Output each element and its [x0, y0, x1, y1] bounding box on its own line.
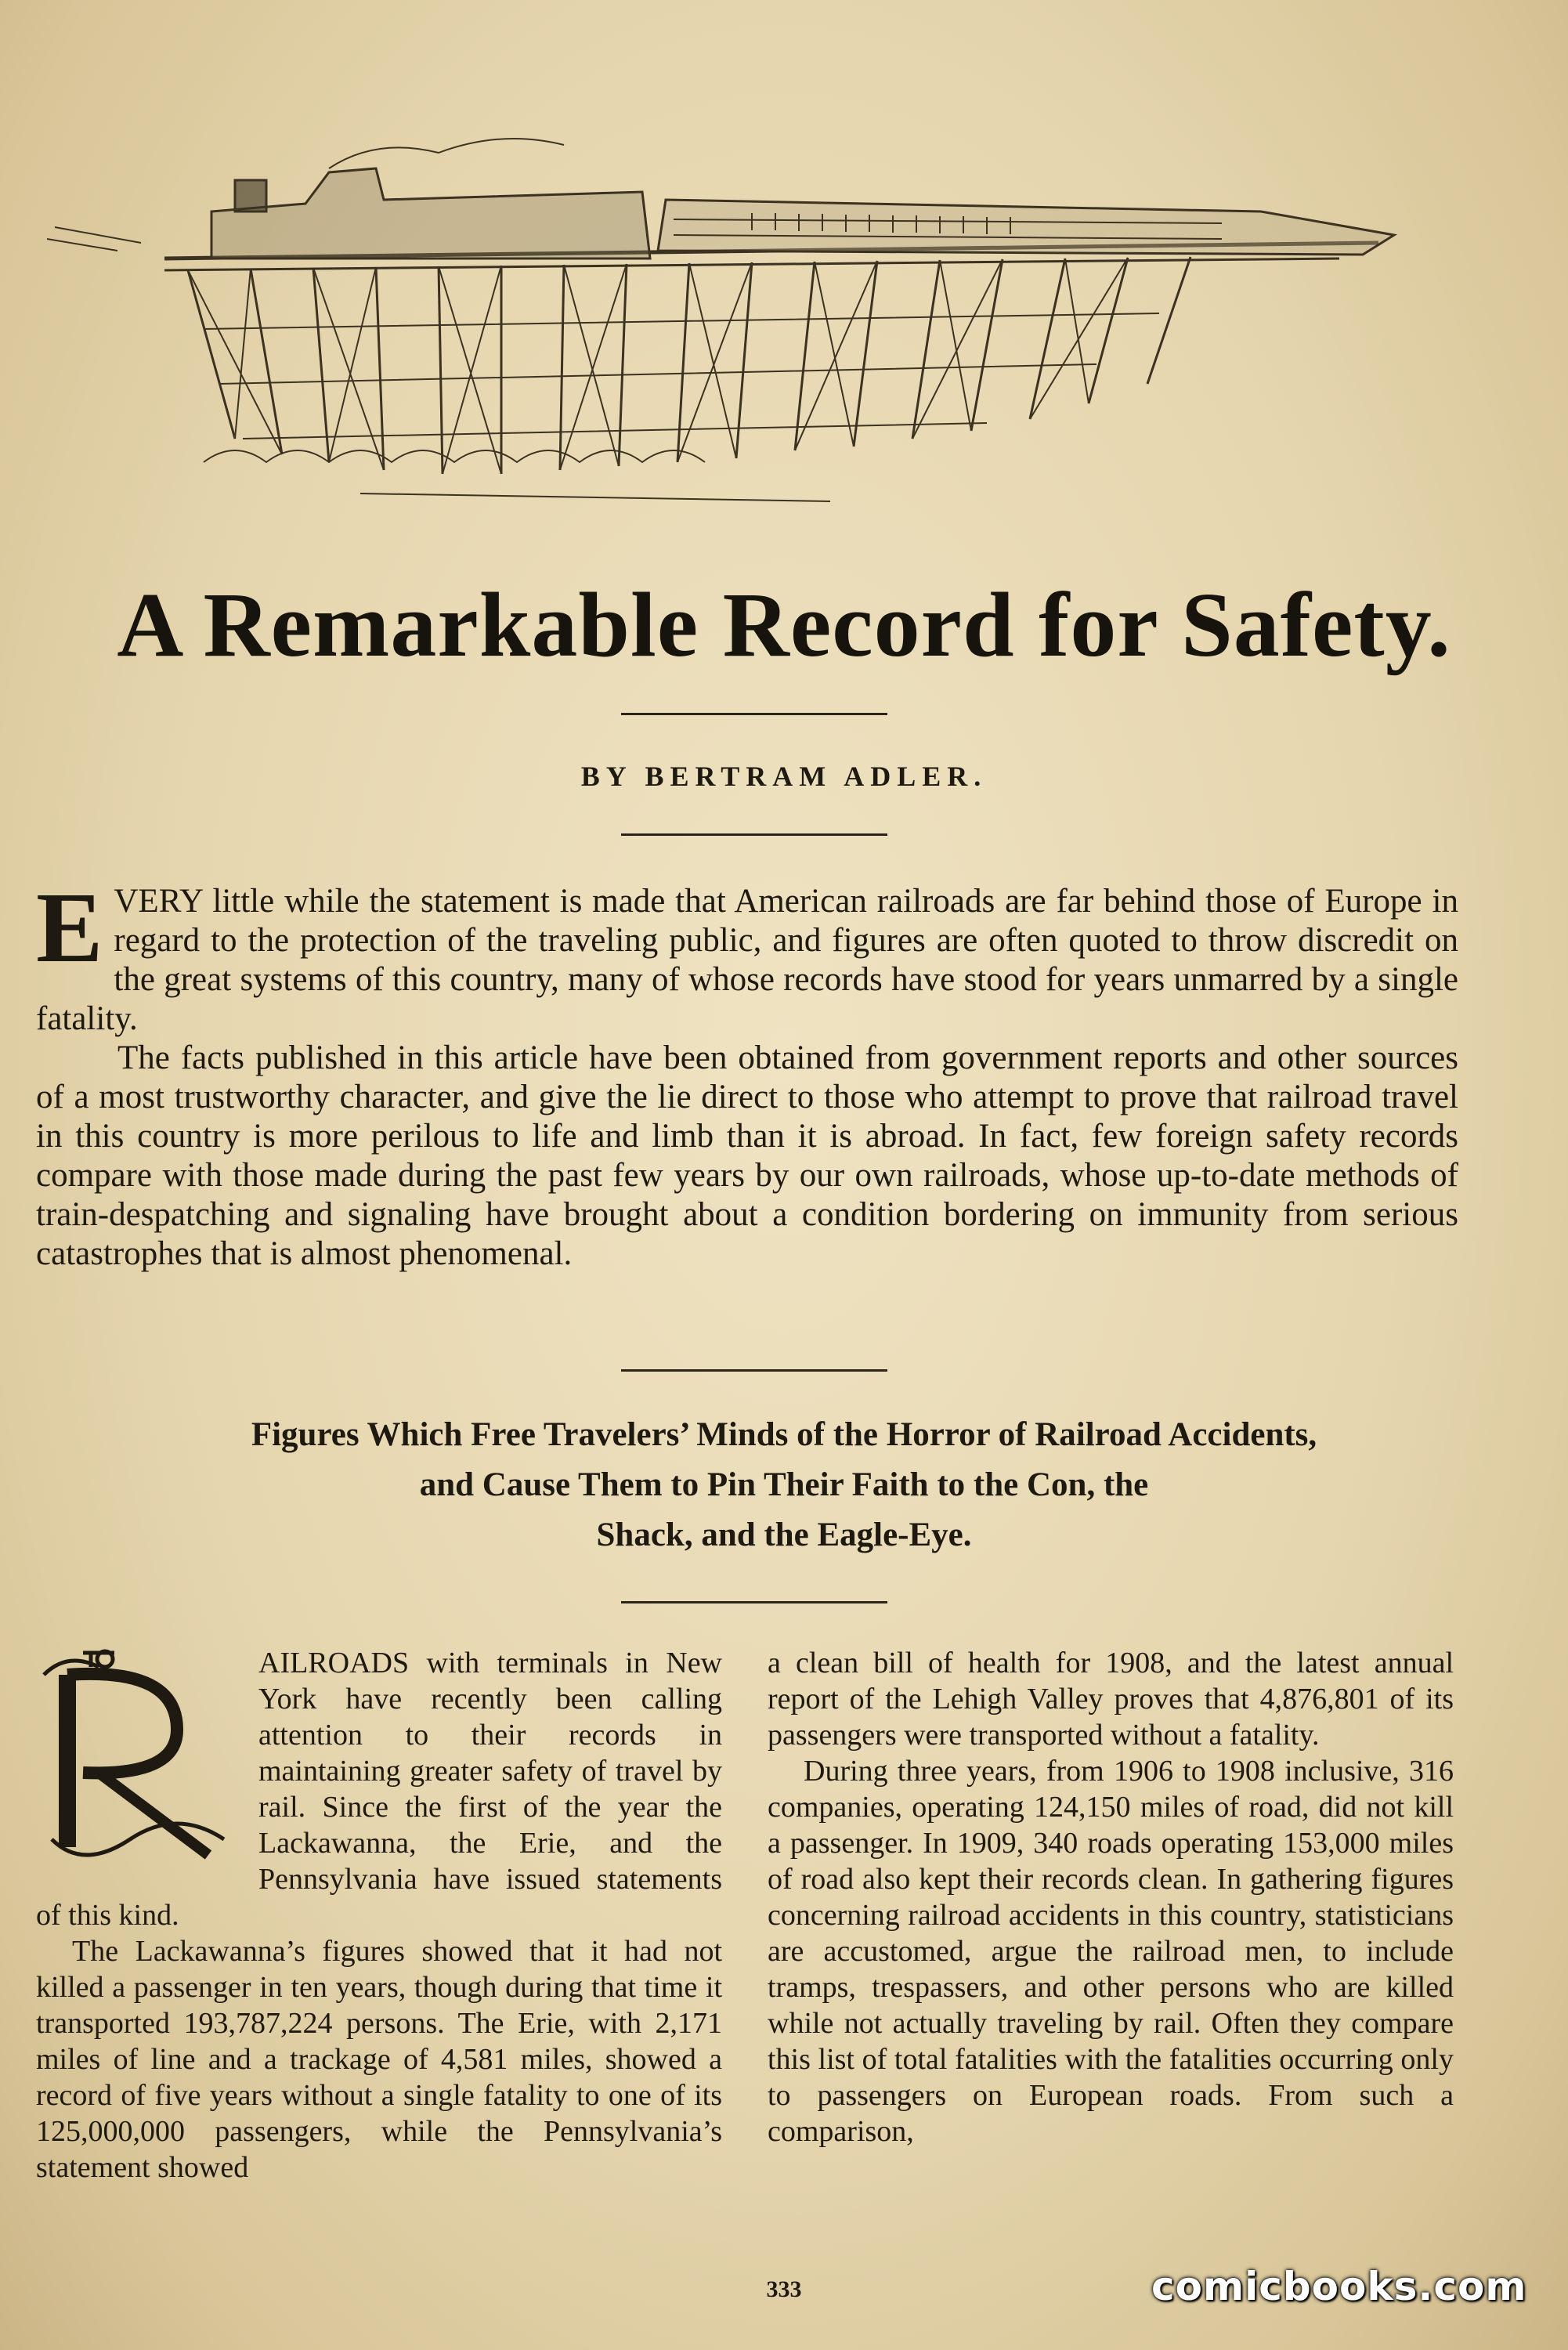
- intro-section: [36, 872, 1458, 1274]
- divider-rule: [621, 713, 887, 715]
- ornate-drop-cap-r: [36, 1643, 241, 1878]
- intro-paragraph-2: The facts published in this article have been obtained from government reports and other sources of a most trustworthy character, and give the lie direct to those who attempt to prove that railroad travel in this country is more perilous to life and limb than it is abroad. In fact, few foreign safety records compare with those made during the past few years by our own railroads, whose up-to-date methods of train-despatching and signaling have brought about a condition bordering on immunity from serious catastrophes that is almost phenomenal.: [36, 1039, 1458, 1272]
- train-trestle-illustration: [47, 125, 1457, 517]
- page-number: 333: [766, 2276, 802, 2302]
- body-paragraph-right-2: During three years, from 1906 to 1908 inclusive, 316 companies, operating 124,150 miles of road, did not kill a passenger. In 1909, 340 roads operating 153,000 miles of road also kept their records clean. In gathering figures concerning railroad accidents in this country, statisticians are accustomed, argue the railroad men, to include tramps, trespassers, and other persons who are killed while not actually traveling by rail. Often they compare this list of total fatalities with the fatalities occurring only to passengers on European roads. From such a comparison,: [768, 1755, 1454, 2148]
- drop-cap-r-letter: R: [122, 1755, 128, 1763]
- column-left: [36, 1645, 722, 2186]
- drop-cap-e: E: [36, 872, 103, 983]
- intro-paragraph-1: [36, 872, 1458, 1039]
- body-paragraph-left-1: AILROADS with terminals in New York have recently been calling attention to their records in maintaining greater safety of travel by rail. Since the first of the year the Lackawanna, the Erie, and the Pennsylvania have issued statements of this kind.: [36, 1647, 722, 1932]
- site-watermark: comicbooks.com: [1151, 2264, 1527, 2309]
- body-paragraph-right-1: a clean bill of health for 1908, and the latest annual report of the Lehigh Valley proves that 4,876,801 of its passengers were transported without a fatality.: [768, 1647, 1454, 1752]
- subheadline-line: Shack, and the Eagle-Eye.: [596, 1517, 972, 1553]
- subheadline-line: Figures Which Free Travelers’ Minds of the Horror of Railroad Accidents,: [251, 1416, 1317, 1453]
- subheadline: [31, 1410, 1537, 1560]
- divider-rule: [621, 1369, 887, 1372]
- divider-rule: [621, 1601, 887, 1603]
- article-title: A Remarkable Record for Safety.: [117, 573, 1451, 676]
- divider-rule: [621, 833, 887, 836]
- subheadline-line: and Cause Them to Pin Their Faith to the Con, the: [419, 1466, 1149, 1503]
- body-paragraph-left-2: The Lackawanna’s figures showed that it had not killed a passenger in ten years, though during that time it transported 193,787,224 persons. The Erie, with 2,171 miles of line and a trackage of 4,581 miles, showed a record of five years without a single fatality to one of its 125,000,000 passengers, while the Pennsylvania’s statement showed: [36, 1935, 722, 2184]
- byline: BY BERTRAM ADLER.: [580, 761, 988, 792]
- intro-text-1: VERY little while the statement is made that American railroads are far behind those of Europe in regard to the protection of the traveling public, and figures are often quoted to throw discredit on the great systems of this country, many of whose records have stood for years unmarred by a single fatality.: [36, 883, 1458, 1037]
- column-right: [768, 1645, 1454, 2149]
